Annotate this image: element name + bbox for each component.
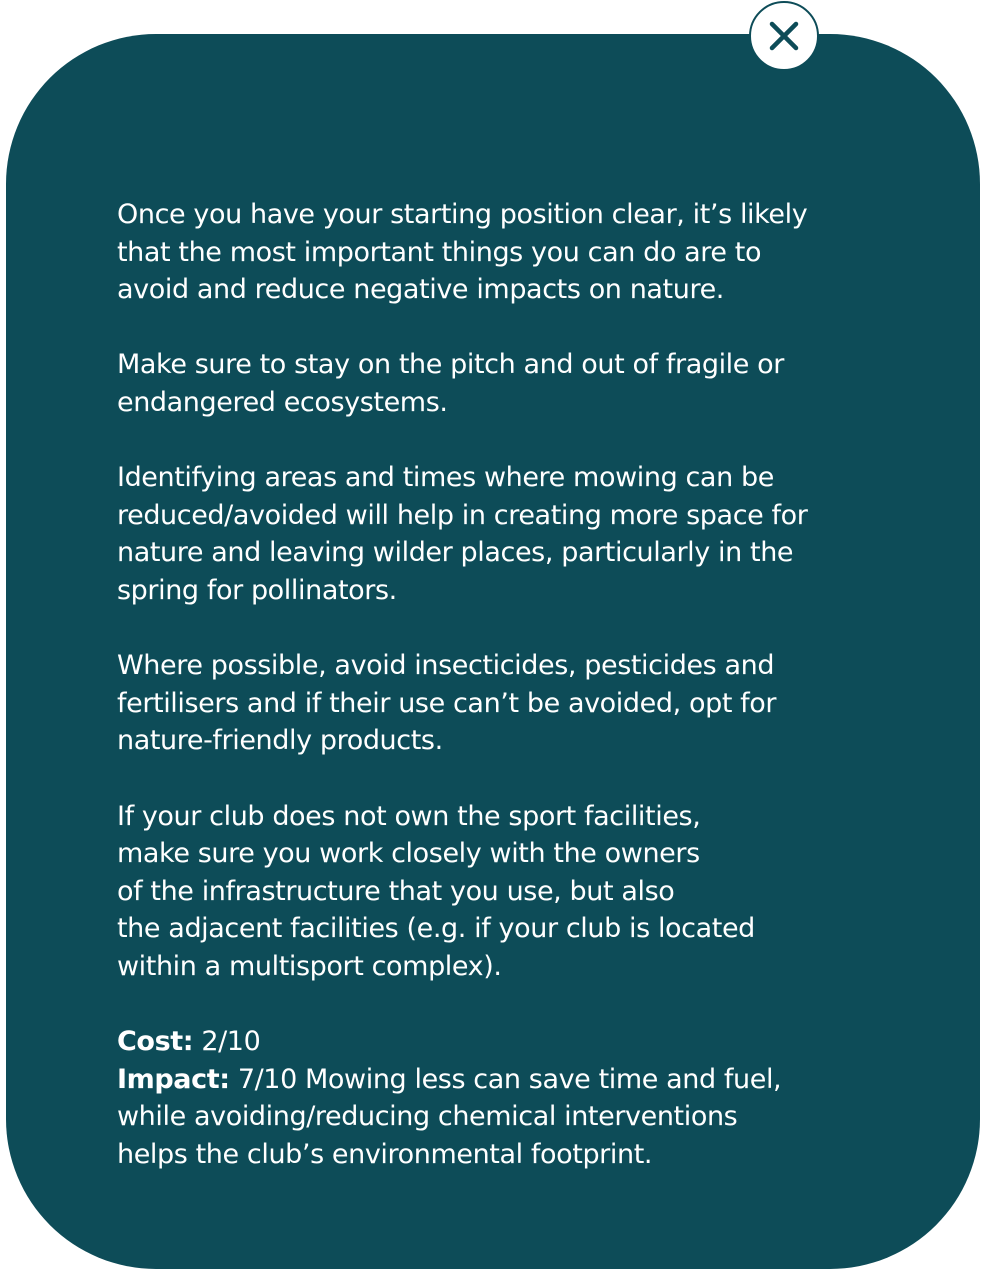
close-button[interactable]	[749, 1, 819, 71]
impact-label: Impact:	[117, 1063, 230, 1095]
paragraph-starting-position: Once you have your starting position clear, it’s likely that the most important things you can do are to avoid and reduce negative impacts on nature.	[117, 199, 808, 306]
rating-block	[117, 1023, 877, 1173]
impact-value: 7/10 Mowing less can save time and fuel, while avoiding/reducing chemical interventions helps the club’s environmental footprint.	[117, 1063, 782, 1170]
close-icon	[764, 16, 804, 56]
cost-rating	[117, 1023, 877, 1061]
paragraph-facilities: If your club does not own the sport facilities, make sure you work closely with the owners of the infrastructure that you use, but also the adjacent facilities (e.g. if your club is located within a multisport complex).	[117, 800, 755, 982]
cost-label: Cost:	[117, 1026, 194, 1058]
cost-value: 2/10	[193, 1026, 261, 1058]
paragraph-chemicals: Where possible, avoid insecticides, pesticides and fertilisers and if their use can’t be avoided, opt for nature-friendly products.	[117, 650, 777, 757]
panel-content	[117, 196, 877, 1173]
impact-rating	[117, 1061, 877, 1174]
paragraph-mowing: Identifying areas and times where mowing can be reduced/avoided will help in creating more space for nature and leaving wilder places, particularly in the spring for pollinators.	[117, 462, 808, 606]
info-panel	[6, 34, 980, 1269]
paragraph-stay-on-pitch: Make sure to stay on the pitch and out of fragile or endangered ecosystems.	[117, 349, 785, 418]
